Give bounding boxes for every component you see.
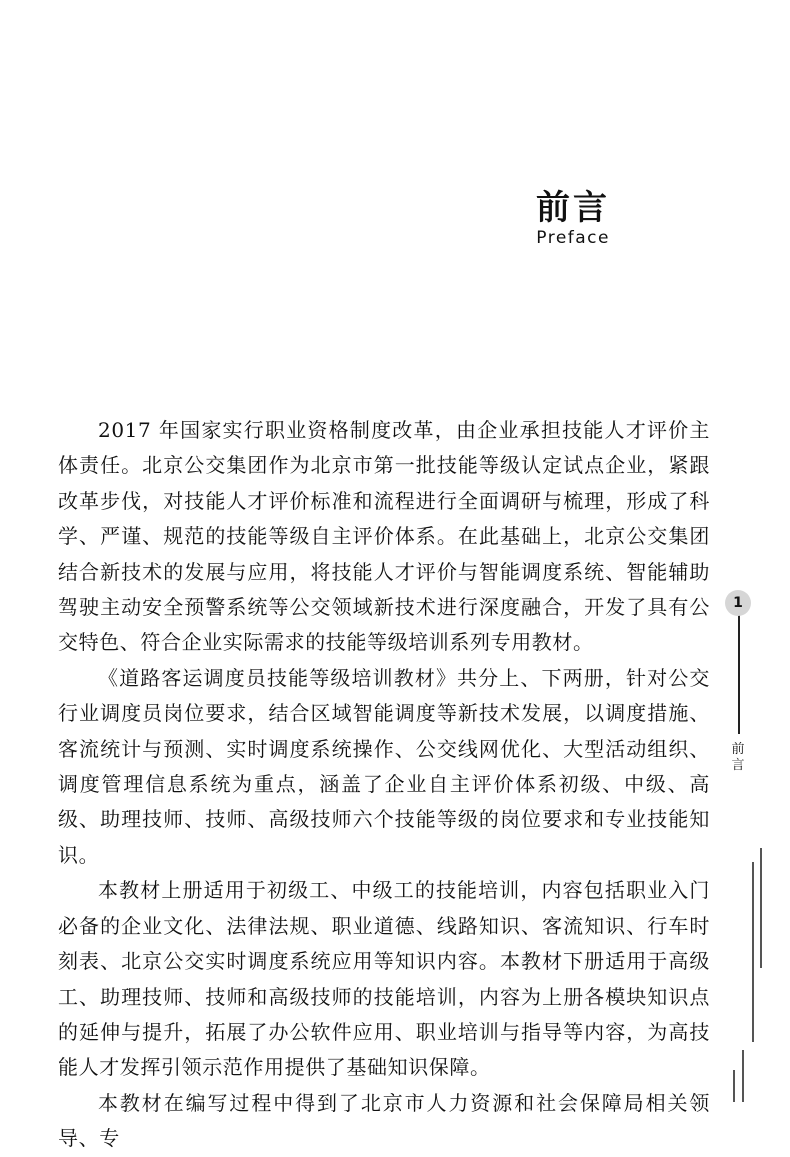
page-subtitle: Preface — [536, 228, 610, 248]
paragraph-1: 2017 年国家实行职业资格制度改革，由企业承担技能人才评价主体责任。北京公交集团作为北京市第一批技能等级认定试点企业，紧跟改革步伐，对技能人才评价标准和流程进行全面调研与梳理，形成了科学、严谨、规范的技能等级自主评价体系。在此基础上，北京公交集团结合新技术的发展与应用，将技能人才评价与智能调度系统、智能辅助驾驶主动安全预警系统等公交领域新技术进行深度融合，开发了具有公交特色、符合企业实际需求的技能等级培训系列专用教材。 — [58, 418, 710, 655]
page-edge-line — [733, 1070, 735, 1102]
page-title: 前言 — [536, 188, 610, 228]
side-tab-label: 前言 — [731, 742, 745, 773]
body-text — [58, 413, 710, 1157]
page-edge-line — [752, 862, 754, 1042]
page-edge-line — [760, 848, 762, 968]
paragraph-4: 本教材在编写过程中得到了北京市人力资源和社会保障局相关领导、专 — [58, 1090, 710, 1151]
side-tab-line — [738, 604, 740, 734]
paragraph-2: 《道路客运调度员技能等级培训教材》共分上、下两册，针对公交行业调度员岗位要求，结合区域智能调度等新技术发展，以调度措施、客流统计与预测、实时调度系统操作、公交线网优化、大型活动组织、调度管理信息系统为重点，涵盖了企业自主评价体系初级、中级、高级、助理技师、技师、高级技师六个技能等级的岗位要求和专业技能知识。 — [58, 665, 710, 867]
page-number-badge: 1 — [725, 590, 751, 616]
paragraph-3: 本教材上册适用于初级工、中级工的技能培训，内容包括职业入门必备的企业文化、法律法规、职业道德、线路知识、客流知识、行车时刻表、北京公交实时调度系统应用等知识内容。本教材下册适用于高级工、助理技师、技师和高级技师的技能培训，内容为上册各模块知识点的延伸与提升，拓展了办公软件应用、职业培训与指导等内容，为高技能人才发挥引领示范作用提供了基础知识保障。 — [58, 878, 710, 1080]
page-edge-line — [742, 1050, 744, 1102]
